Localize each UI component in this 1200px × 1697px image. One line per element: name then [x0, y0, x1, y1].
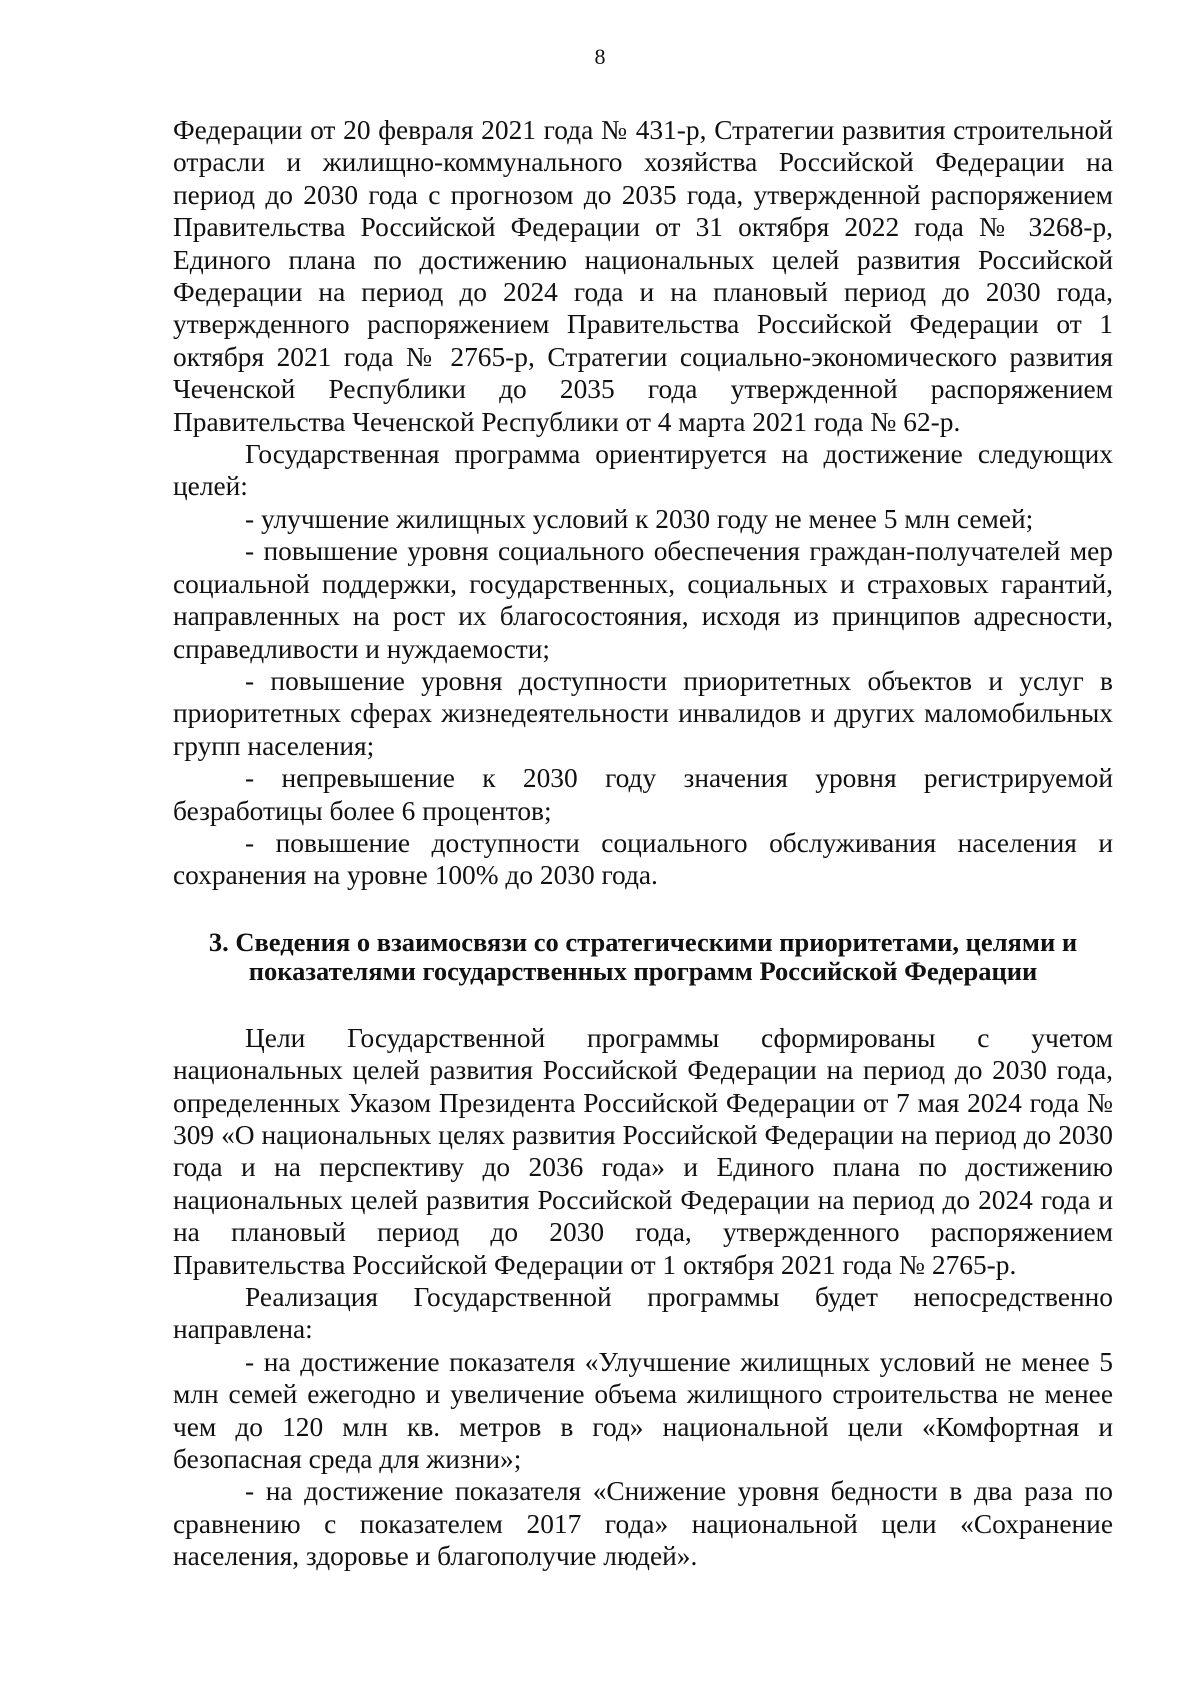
indicator-item-housing: - на достижение показателя «Улучшение жилищных условий не менее 5 млн семей ежегодно и увеличение объема жилищного строительства не менее чем до 120 млн кв. метров в год» национальной цели «Комфортная и безопасная среда для жизни»;: [173, 1346, 1113, 1475]
paragraph-implementation-intro: Реализация Государственной программы будет непосредственно направлена:: [173, 1282, 1113, 1345]
section-heading: 3. Сведения о взаимосвязи со стратегическими приоритетами, целями и показателями государственных программ Российской Федерации: [208, 926, 1078, 986]
goal-item-social-services: - повышение доступности социального обслуживания населения и сохранения на уровне 100% до 2030 года.: [173, 827, 1113, 891]
goal-item-housing: - улучшение жилищных условий к 2030 году не менее 5 млн семей;: [245, 503, 1034, 534]
indicator-item-poverty: - на достижение показателя «Снижение уровня бедности в два раза по сравнению с показателем 2017 года» национальной цели «Сохранение населения, здоровье и благополучие людей».: [173, 1476, 1113, 1572]
paragraph-strategy-references: Федерации от 20 февраля 2021 года № 431-р, Стратегии развития строительной отрасли и жилищно-коммунального хозяйства Российской Федерации на период до 2030 года с прогнозом до 2035 года, утвержденной распоряжением Правительства Российской Федерации от 31 октября 2022 года № 3268-р, Единого плана по достижению национальных целей развития Российской Федерации на период до 2024 года и на плановый период до 2030 года, утвержденного распоряжением Правительства Российской Федерации от 1 октября 2021 года № 2765-р, Стратегии социально-экономического развития Чеченской Республики до 2035 года утвержденной распоряжением Правительства Чеченской Республики от 4 марта 2021 года № 62-р.: [173, 115, 1113, 437]
paragraph-national-goals: Цели Государственной программы сформированы с учетом национальных целей развития Российской Федерации на период до 2030 года, определенных Указом Президента Российской Федерации от 7 мая 2024 года № 309 «О национальных целях развития Российской Федерации на период до 2030 года и на перспективу до 2036 года» и Единого плана по достижению национальных целей развития Российской Федерации на период до 2024 года и на плановый период до 2030 года, утвержденного распоряжением Правительства Российской Федерации от 1 октября 2021 года № 2765-р.: [173, 1022, 1113, 1280]
page-number: 8: [594, 44, 606, 69]
paragraph-goals-intro: Государственная программа ориентируется на достижение следующих целей:: [173, 439, 1113, 502]
goal-item-social-security: - повышение уровня социального обеспечения граждан-получателей мер социальной поддержки, государственных, социальных и страховых гарантий, направленных на рост их благосостояния, исходя из принципов адресности, справедливости и нуждаемости;: [173, 536, 1113, 664]
section-3-body: [173, 1022, 1113, 1573]
document-body: [173, 114, 1113, 1573]
intro-section: [173, 114, 1113, 892]
goal-item-unemployment: - непревышение к 2030 году значения уровня регистрируемой безработицы более 6 процентов;: [173, 763, 1113, 826]
goal-item-accessibility: - повышение уровня доступности приоритетных объектов и услуг в приоритетных сферах жизнедеятельности инвалидов и других маломобильных групп населения;: [173, 665, 1113, 761]
